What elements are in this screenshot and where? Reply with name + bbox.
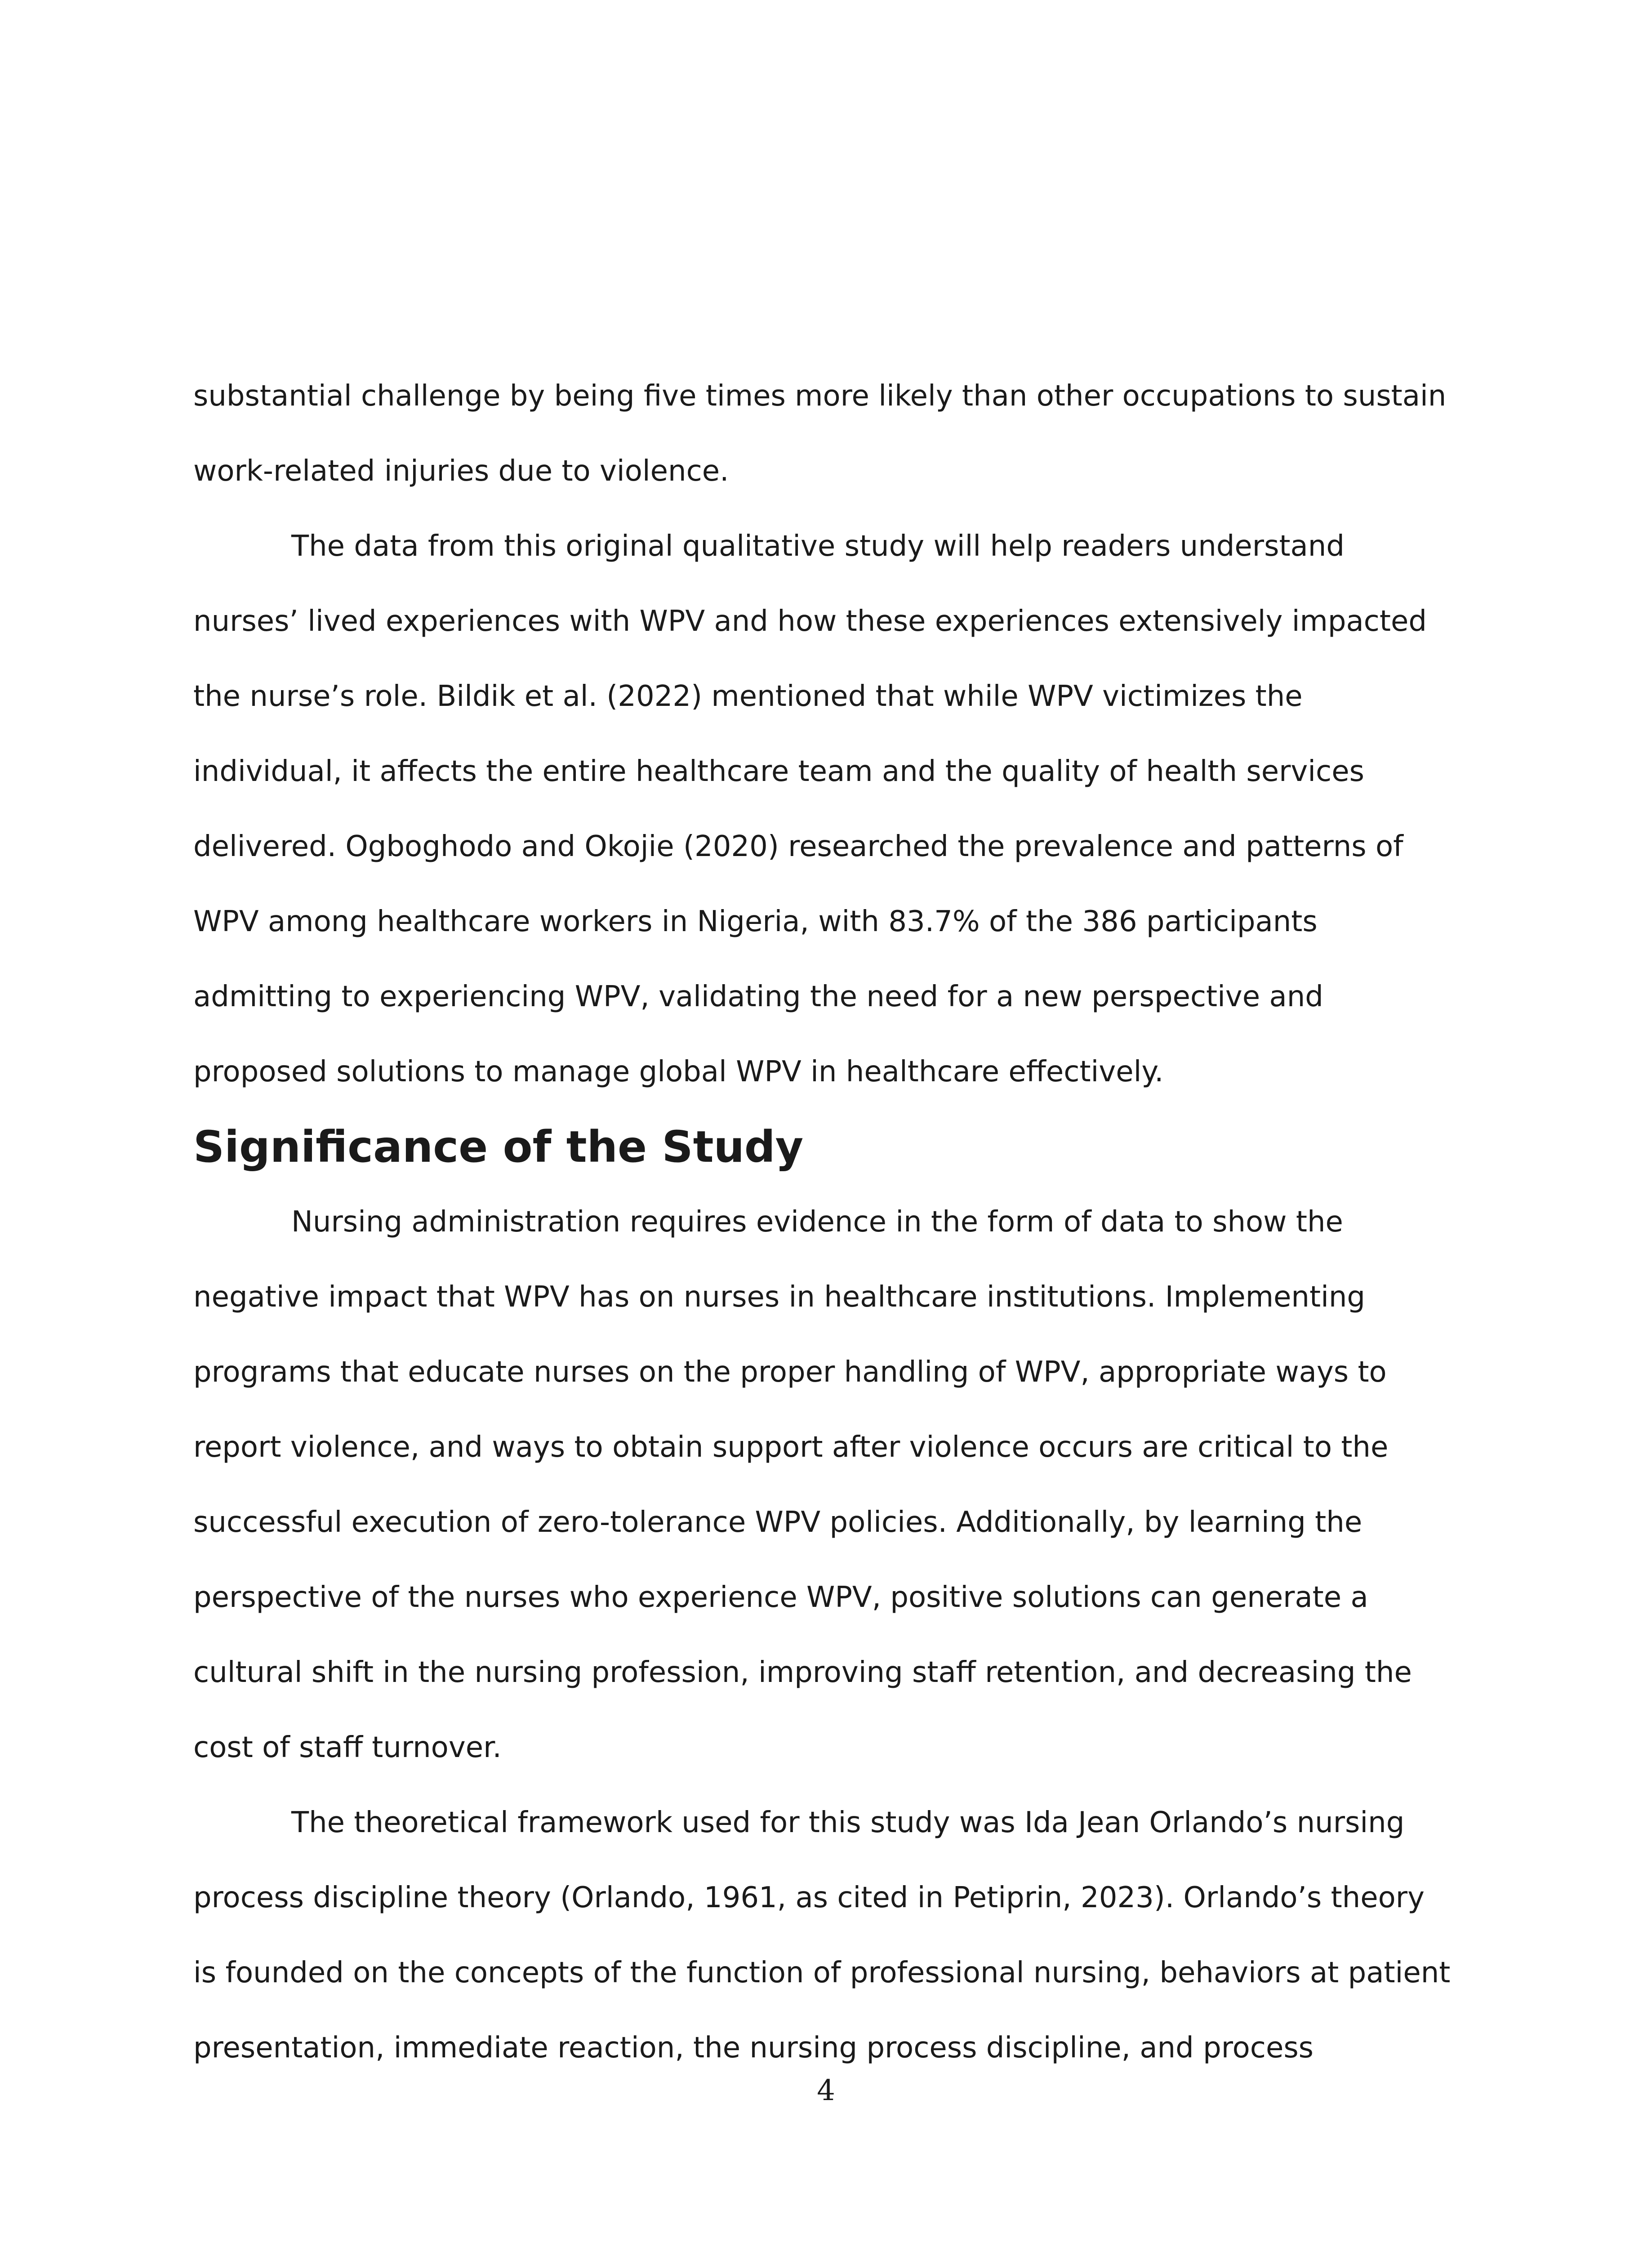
paragraph-significance: Nursing administration requires evidence in the form of data to show the negative impact that WPV has on nurses in healthcare institutions. Implementing programs that educate nurses on the proper handling of WPV, appropriate ways to report violence, and ways to obtain support after violence occurs are critical to the successful execution of zero-tolerance WPV policies. Additionally, by learning the perspective of the nurses who experience WPV, positive solutions can generate a cultural shift in the nursing profession, improving staff retention, and decreasing the cost of staff turnover. (193, 1205, 1412, 1764)
paragraph-continuation: substantial challenge by being five times more likely than other occupations to sustain work-related injuries due to violence. (193, 379, 1447, 488)
body-text (193, 359, 1456, 2086)
section-heading-significance: Significance of the Study (193, 1122, 804, 1172)
paragraph-theoretical-framework: The theoretical framework used for this study was Ida Jean Orlando’s nursing process discipline theory (Orlando, 1961, as cited in Petiprin, 2023). Orlando’s theory is founded on the concepts of the function of professional nursing, behaviors at patient presentation, immediate reaction, the nursing process discipline, and process (193, 1806, 1451, 2065)
page-number: 4 (817, 2074, 835, 2107)
paragraph-data-overview: The data from this original qualitative study will help readers understand nurses’ lived experiences with WPV and how these experiences extensively impacted the nurse’s role. Bildik et al. (2022) mentioned that while WPV victimizes the individual, it affects the entire healthcare team and the quality of health services delivered. Ogboghodo and Okojie (2020) researched the prevalence and patterns of WPV among healthcare workers in Nigeria, with 83.7% of the 386 participants admitting to experiencing WPV, validating the need for a new perspective and proposed solutions to manage global WPV in healthcare effectively. (193, 530, 1427, 1088)
